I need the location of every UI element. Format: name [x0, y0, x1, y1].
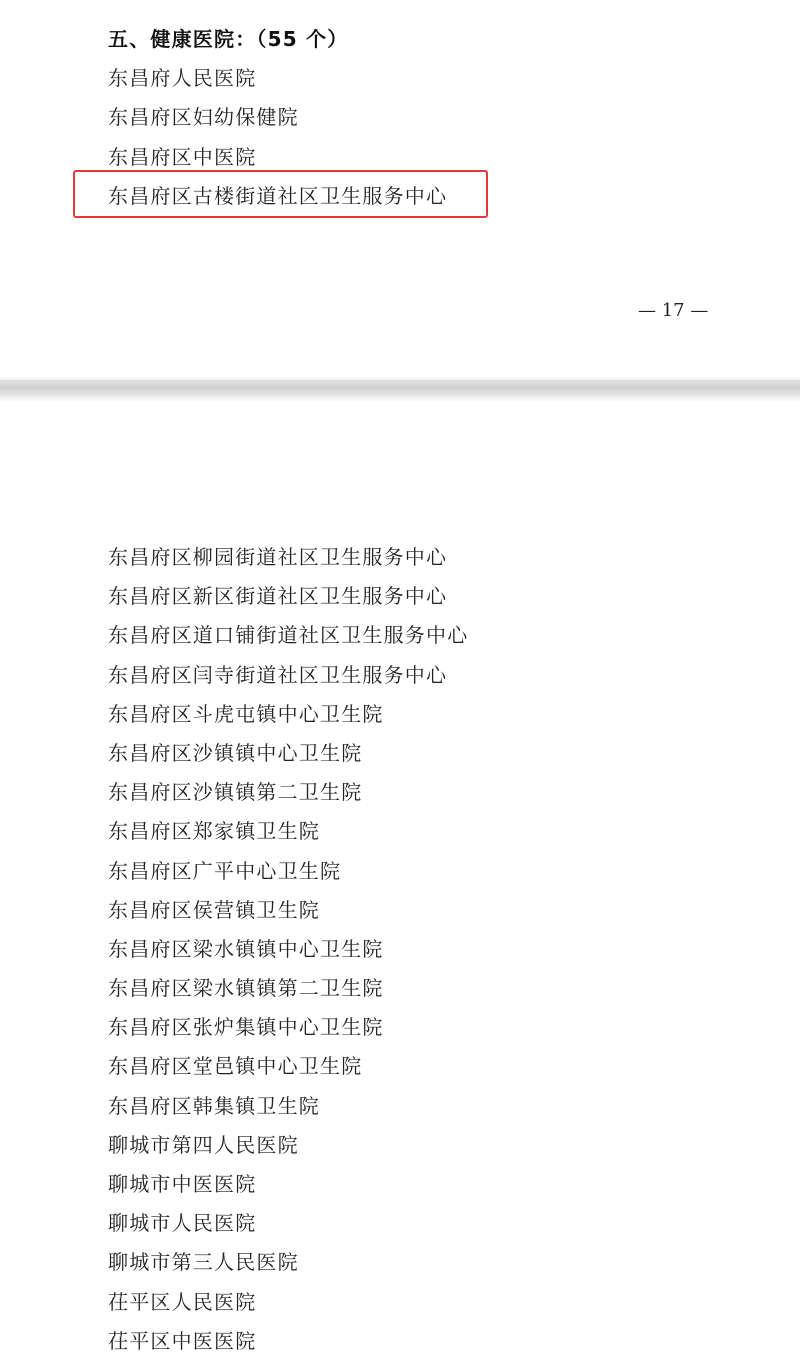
- list-item: 东昌府区堂邑镇中心卫生院: [108, 1054, 363, 1079]
- red-highlight-box: [73, 170, 488, 218]
- list-item: 东昌府区中医院: [108, 144, 257, 169]
- list-item: 东昌府区张炉集镇中心卫生院: [108, 1015, 384, 1040]
- document-page-bottom: [0, 396, 800, 1364]
- list-item: 东昌府区沙镇镇第二卫生院: [108, 780, 363, 805]
- list-item: 东昌府区梁水镇镇中心卫生院: [108, 936, 384, 961]
- list-item: 茌平区中医医院: [108, 1328, 257, 1353]
- list-item: 东昌府区梁水镇镇第二卫生院: [108, 976, 384, 1001]
- list-item: 茌平区人民医院: [108, 1289, 257, 1314]
- list-item: 东昌府区广平中心卫生院: [108, 858, 342, 883]
- list-item: 东昌府区侯营镇卫生院: [108, 897, 320, 922]
- list-item: 聊城市第三人民医院: [108, 1250, 299, 1275]
- list-item: 东昌府区妇幼保健院: [108, 105, 299, 130]
- list-item: 东昌府区闫寺街道社区卫生服务中心: [108, 662, 448, 687]
- list-item: 聊城市中医医院: [108, 1172, 257, 1196]
- list-item: 东昌府区柳园街道社区卫生服务中心: [108, 545, 448, 569]
- list-item: 东昌府区韩集镇卫生院: [108, 1093, 320, 1118]
- list-item: 东昌府区新区街道社区卫生服务中心: [108, 584, 448, 609]
- list-item: 聊城市人民医院: [108, 1211, 257, 1236]
- list-item: 聊城市第四人民医院: [108, 1132, 299, 1157]
- section-heading: 五、健康医院：（55 个）: [108, 27, 349, 51]
- list-item-highlighted: 东昌府区古楼街道社区卫生服务中心: [108, 183, 448, 208]
- hospital-list-bottom: [108, 538, 468, 1361]
- page-number: — 17 —: [638, 300, 709, 321]
- list-item: 东昌府区斗虎屯镇中心卫生院: [108, 701, 384, 726]
- document-page-top: [0, 0, 800, 380]
- list-item: 东昌府人民医院: [108, 66, 257, 91]
- list-item: 东昌府区郑家镇卫生院: [108, 819, 320, 844]
- list-item: 东昌府区沙镇镇中心卫生院: [108, 740, 363, 765]
- list-item: 东昌府区道口铺街道社区卫生服务中心: [108, 623, 469, 648]
- page-separator: [0, 380, 800, 396]
